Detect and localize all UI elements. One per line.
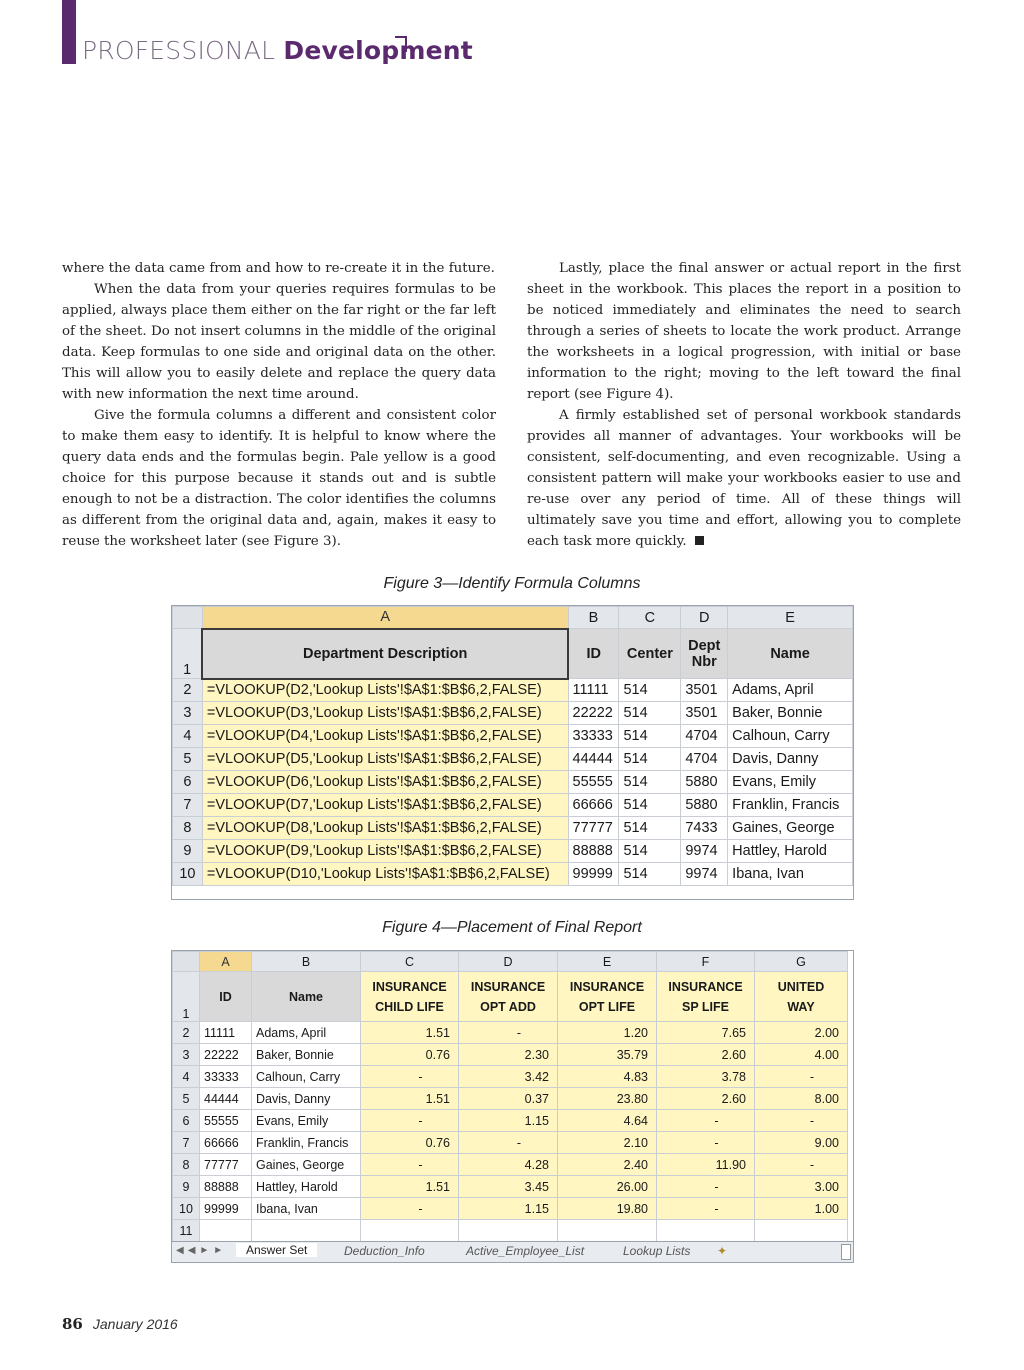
cell-insurance-opt-add[interactable]: -: [459, 1022, 558, 1044]
row-header[interactable]: 1: [173, 629, 203, 679]
header-line: OPT ADD: [480, 999, 536, 1014]
cell-center[interactable]: 514: [619, 794, 681, 817]
row-header[interactable]: 8: [173, 1154, 200, 1176]
cell-center[interactable]: 514: [619, 840, 681, 863]
cell-united-way[interactable]: 9.00: [755, 1132, 848, 1154]
column-header-d[interactable]: D: [681, 607, 728, 629]
cell-insurance-sp-life[interactable]: -: [657, 1176, 755, 1198]
row-header[interactable]: 6: [173, 1110, 200, 1132]
cell-insurance-opt-add[interactable]: 4.28: [459, 1154, 558, 1176]
body-column-right: [527, 258, 961, 552]
column-header-e[interactable]: E: [728, 607, 853, 629]
formula-cell[interactable]: =VLOOKUP(D6,'Lookup Lists'!$A$1:$B$6,2,FALSE): [202, 771, 568, 794]
row-header[interactable]: 8: [173, 817, 203, 840]
cell-dept[interactable]: 3501: [681, 702, 728, 725]
empty-cell[interactable]: [558, 1220, 657, 1242]
table-row: [173, 840, 853, 863]
cell-id[interactable]: 55555: [568, 771, 619, 794]
cell-dept-nbr-header[interactable]: [681, 629, 728, 679]
table-row: [173, 1088, 848, 1110]
cell-insurance-opt-life[interactable]: 2.40: [558, 1154, 657, 1176]
cell-insurance-child-life[interactable]: 1.51: [361, 1088, 459, 1110]
header-line: INSURANCE: [470, 979, 546, 994]
table-row: [173, 1198, 848, 1220]
cell-name-header[interactable]: Name: [728, 629, 853, 679]
paragraph: When the data from your queries requires formulas to be applied, always place them either on the far right or the far left of the sheet. Do not insert columns in the middle of the original data. Keep formulas to one side and original data on the other. This will allow you to easily delete and replace the query data with new information the next time around.: [62, 282, 496, 402]
column-letters-row: [173, 952, 848, 972]
cell-insurance-opt-add-header[interactable]: [459, 972, 558, 1022]
column-header-g[interactable]: G: [755, 952, 848, 972]
cell-insurance-child-life[interactable]: 0.76: [361, 1132, 459, 1154]
empty-cell[interactable]: [361, 1220, 459, 1242]
cell-id[interactable]: 88888: [200, 1176, 252, 1198]
cell-insurance-child-life[interactable]: -: [361, 1110, 459, 1132]
cell-id[interactable]: 33333: [568, 725, 619, 748]
cell-united-way-header[interactable]: [755, 972, 848, 1022]
cell-insurance-child-life[interactable]: -: [361, 1198, 459, 1220]
cell-name[interactable]: Calhoun, Carry: [252, 1066, 361, 1088]
section-header-bold: Development: [283, 36, 473, 65]
empty-cell[interactable]: [755, 1220, 848, 1242]
cell-name[interactable]: Calhoun, Carry: [728, 725, 853, 748]
cell-name[interactable]: Adams, April: [252, 1022, 361, 1044]
cell-insurance-opt-life[interactable]: 23.80: [558, 1088, 657, 1110]
cell-insurance-sp-life[interactable]: 3.78: [657, 1066, 755, 1088]
table-row: [173, 1110, 848, 1132]
cell-insurance-opt-life[interactable]: 2.10: [558, 1132, 657, 1154]
cell-id[interactable]: 44444: [200, 1088, 252, 1110]
section-header: [82, 36, 473, 65]
cell-id[interactable]: 88888: [568, 840, 619, 863]
cell-name[interactable]: Evans, Emily: [252, 1110, 361, 1132]
cell-name[interactable]: Gaines, George: [252, 1154, 361, 1176]
section-header-light: PROFESSIONAL: [82, 36, 276, 65]
row-header[interactable]: 3: [173, 1044, 200, 1066]
cell-dept[interactable]: 5880: [681, 771, 728, 794]
header-line: CHILD LIFE: [375, 999, 444, 1014]
cell-id-header[interactable]: ID: [200, 972, 252, 1022]
cell-name[interactable]: Hattley, Harold: [728, 840, 853, 863]
column-letters-row: [173, 607, 853, 629]
figure4-caption: Figure 4—Placement of Final Report: [382, 919, 642, 936]
cell-insurance-opt-life[interactable]: 19.80: [558, 1198, 657, 1220]
row-header[interactable]: 1: [173, 972, 200, 1022]
sheet-tab-lookup-lists[interactable]: Lookup Lists: [623, 1244, 691, 1258]
row-header[interactable]: 9: [173, 840, 203, 863]
cell-center[interactable]: 514: [619, 725, 681, 748]
table-row: [173, 1066, 848, 1088]
sheet-tab-deduction-info[interactable]: Deduction_Info: [344, 1244, 425, 1258]
row-header[interactable]: 10: [173, 863, 203, 886]
sheet-tab-active-employee-list[interactable]: Active_Employee_List: [466, 1244, 585, 1258]
cell-name-header[interactable]: Name: [252, 972, 361, 1022]
column-header-f[interactable]: F: [657, 952, 755, 972]
cell-insurance-opt-add[interactable]: 1.15: [459, 1110, 558, 1132]
cell-id[interactable]: 11111: [568, 679, 619, 702]
empty-cell[interactable]: [252, 1220, 361, 1242]
cell-center[interactable]: 514: [619, 771, 681, 794]
cell-insurance-sp-life[interactable]: 2.60: [657, 1088, 755, 1110]
header-accent-bar: [62, 0, 76, 64]
cell-insurance-child-life[interactable]: -: [361, 1154, 459, 1176]
sheet-nav-arrows-icon[interactable]: ◀◀►►: [176, 1245, 228, 1256]
cell-united-way[interactable]: 3.00: [755, 1176, 848, 1198]
table-row: [173, 1044, 848, 1066]
row-header[interactable]: 4: [173, 725, 203, 748]
cell-center-header[interactable]: Center: [619, 629, 681, 679]
row-header[interactable]: 6: [173, 771, 203, 794]
cell-insurance-sp-life[interactable]: -: [657, 1110, 755, 1132]
formula-cell[interactable]: =VLOOKUP(D3,'Lookup Lists'!$A$1:$B$6,2,FALSE): [202, 702, 568, 725]
cell-name[interactable]: Hattley, Harold: [252, 1176, 361, 1198]
row-header[interactable]: 9: [173, 1176, 200, 1198]
paragraph: Lastly, place the final answer or actual report in the first sheet in the workbook. This places the report in a position to be noticed immediately and eliminates the need to search through a series of sheets to locate the work product. Arrange the worksheets in a logical progression, with initial or base information to the right; moving to the left toward the final report (see Figure 4).: [527, 261, 961, 402]
cell-united-way[interactable]: -: [755, 1154, 848, 1176]
header-row: [173, 629, 853, 679]
header-line: UNITED: [777, 979, 825, 994]
cell-id[interactable]: 66666: [568, 794, 619, 817]
formula-cell[interactable]: =VLOOKUP(D5,'Lookup Lists'!$A$1:$B$6,2,FALSE): [202, 748, 568, 771]
table-row: [173, 771, 853, 794]
cell-united-way[interactable]: 4.00: [755, 1044, 848, 1066]
empty-cell[interactable]: [200, 1220, 252, 1242]
cell-insurance-opt-life[interactable]: 26.00: [558, 1176, 657, 1198]
formula-cell[interactable]: =VLOOKUP(D10,'Lookup Lists'!$A$1:$B$6,2,FALSE): [202, 863, 568, 886]
column-header-b[interactable]: B: [568, 607, 619, 629]
cell-insurance-opt-life[interactable]: 35.79: [558, 1044, 657, 1066]
header-line: SP LIFE: [681, 999, 729, 1014]
horizontal-scroll-handle[interactable]: [841, 1244, 851, 1260]
cell-center[interactable]: 514: [619, 817, 681, 840]
cell-dept[interactable]: 7433: [681, 817, 728, 840]
cell-insurance-sp-life[interactable]: 7.65: [657, 1022, 755, 1044]
cell-dept[interactable]: 4704: [681, 748, 728, 771]
header-line: Nbr: [691, 653, 717, 670]
cell-dept[interactable]: 5880: [681, 794, 728, 817]
cell-name[interactable]: Evans, Emily: [728, 771, 853, 794]
cell-united-way[interactable]: 2.00: [755, 1022, 848, 1044]
body-column-left: [62, 258, 496, 552]
table-row: [173, 1154, 848, 1176]
cell-insurance-opt-add[interactable]: 0.37: [459, 1088, 558, 1110]
row-header[interactable]: 10: [173, 1198, 200, 1220]
formula-cell[interactable]: =VLOOKUP(D2,'Lookup Lists'!$A$1:$B$6,2,FALSE): [202, 679, 568, 702]
cell-insurance-child-life[interactable]: 0.76: [361, 1044, 459, 1066]
cell-id[interactable]: 77777: [568, 817, 619, 840]
header-line: WAY: [787, 999, 815, 1014]
column-header-a[interactable]: A: [202, 607, 568, 629]
empty-cell[interactable]: [459, 1220, 558, 1242]
paragraph-text: A firmly established set of personal workbook standards provides all manner of advantages. Your workbooks will be consistent, self-documenting, and even recognizable. Using a consistent pattern will make your workbooks easier to use and re-use over any period of time. All of these things will ultimately save you time and effort, allowing you to complete each task more quickly.: [527, 408, 961, 549]
cell-insurance-opt-life[interactable]: 4.83: [558, 1066, 657, 1088]
cell-center[interactable]: 514: [619, 748, 681, 771]
cell-insurance-opt-add[interactable]: -: [459, 1132, 558, 1154]
table-row: [173, 748, 853, 771]
cell-dept[interactable]: 9974: [681, 863, 728, 886]
row-header[interactable]: 5: [173, 1088, 200, 1110]
table-row: [173, 817, 853, 840]
cell-id[interactable]: 33333: [200, 1066, 252, 1088]
cell-name[interactable]: Franklin, Francis: [252, 1132, 361, 1154]
cell-insurance-opt-add[interactable]: 3.42: [459, 1066, 558, 1088]
empty-cell[interactable]: [657, 1220, 755, 1242]
cell-name[interactable]: Baker, Bonnie: [252, 1044, 361, 1066]
issue-date: January 2016: [92, 1316, 178, 1332]
figure3-grid: [172, 606, 853, 886]
cell-id-header[interactable]: ID: [568, 629, 619, 679]
end-of-article-mark: [695, 536, 704, 545]
new-sheet-icon[interactable]: ✦: [717, 1244, 728, 1258]
cell-united-way[interactable]: -: [755, 1066, 848, 1088]
row-header[interactable]: 7: [173, 794, 203, 817]
cell-insurance-child-life[interactable]: 1.51: [361, 1022, 459, 1044]
column-header-e[interactable]: E: [558, 952, 657, 972]
cell-insurance-sp-life[interactable]: -: [657, 1198, 755, 1220]
cell-name[interactable]: Ibana, Ivan: [252, 1198, 361, 1220]
cell-insurance-sp-life[interactable]: 11.90: [657, 1154, 755, 1176]
cell-name[interactable]: Adams, April: [728, 679, 853, 702]
header-line: INSURANCE: [569, 979, 645, 994]
formula-cell[interactable]: =VLOOKUP(D7,'Lookup Lists'!$A$1:$B$6,2,FALSE): [202, 794, 568, 817]
cell-name[interactable]: Franklin, Francis: [728, 794, 853, 817]
figure4-spreadsheet: [171, 950, 854, 1263]
header-line: OPT LIFE: [578, 999, 636, 1014]
figure3-caption: Figure 3—Identify Formula Columns: [383, 575, 641, 592]
row-header[interactable]: 7: [173, 1132, 200, 1154]
paragraph: [527, 405, 961, 552]
cell-insurance-child-life[interactable]: -: [361, 1066, 459, 1088]
cell-insurance-sp-life[interactable]: -: [657, 1132, 755, 1154]
cell-insurance-opt-add[interactable]: 3.45: [459, 1176, 558, 1198]
cell-dept[interactable]: 9974: [681, 840, 728, 863]
cell-id[interactable]: 11111: [200, 1022, 252, 1044]
formula-cell[interactable]: =VLOOKUP(D8,'Lookup Lists'!$A$1:$B$6,2,FALSE): [202, 817, 568, 840]
sheet-tab-answer-set[interactable]: Answer Set: [236, 1243, 317, 1257]
page-number: 86: [62, 1315, 83, 1333]
header-corner-mark: [395, 36, 407, 52]
row-header[interactable]: 2: [173, 1022, 200, 1044]
table-row: [173, 1132, 848, 1154]
header-line: Dept: [688, 637, 721, 654]
select-all-corner[interactable]: [173, 607, 203, 629]
cell-center[interactable]: 514: [619, 702, 681, 725]
cell-insurance-opt-life[interactable]: 4.64: [558, 1110, 657, 1132]
cell-id[interactable]: 22222: [568, 702, 619, 725]
table-row-empty: [173, 1220, 848, 1242]
column-header-c[interactable]: C: [361, 952, 459, 972]
table-row: [173, 702, 853, 725]
cell-center[interactable]: 514: [619, 863, 681, 886]
cell-name[interactable]: Davis, Danny: [252, 1088, 361, 1110]
header-row: [173, 972, 848, 1022]
cell-id[interactable]: 77777: [200, 1154, 252, 1176]
cell-dept[interactable]: 4704: [681, 725, 728, 748]
cell-id[interactable]: 44444: [568, 748, 619, 771]
cell-name[interactable]: Baker, Bonnie: [728, 702, 853, 725]
cell-insurance-opt-add[interactable]: 1.15: [459, 1198, 558, 1220]
cell-name[interactable]: Davis, Danny: [728, 748, 853, 771]
table-row: [173, 725, 853, 748]
cell-department-description-header[interactable]: Department Description: [202, 629, 568, 679]
column-header-d[interactable]: D: [459, 952, 558, 972]
header-line: INSURANCE: [372, 979, 447, 994]
table-row: [173, 794, 853, 817]
cell-insurance-opt-add[interactable]: 2.30: [459, 1044, 558, 1066]
cell-id[interactable]: 66666: [200, 1132, 252, 1154]
cell-name[interactable]: Gaines, George: [728, 817, 853, 840]
cell-id[interactable]: 22222: [200, 1044, 252, 1066]
select-all-corner[interactable]: [173, 952, 200, 972]
table-row: [173, 863, 853, 886]
row-header[interactable]: 11: [173, 1220, 200, 1242]
cell-insurance-opt-life[interactable]: 1.20: [558, 1022, 657, 1044]
cell-dept[interactable]: 3501: [681, 679, 728, 702]
figure3-spreadsheet: [171, 605, 854, 900]
row-header[interactable]: 4: [173, 1066, 200, 1088]
cell-united-way[interactable]: 8.00: [755, 1088, 848, 1110]
column-header-b[interactable]: B: [252, 952, 361, 972]
table-row: [173, 1022, 848, 1044]
formula-cell[interactable]: =VLOOKUP(D4,'Lookup Lists'!$A$1:$B$6,2,FALSE): [202, 725, 568, 748]
column-header-a[interactable]: A: [200, 952, 252, 972]
row-header[interactable]: 5: [173, 748, 203, 771]
cell-insurance-sp-life[interactable]: 2.60: [657, 1044, 755, 1066]
cell-united-way[interactable]: -: [755, 1110, 848, 1132]
cell-united-way[interactable]: 1.00: [755, 1198, 848, 1220]
column-header-c[interactable]: C: [619, 607, 681, 629]
formula-cell[interactable]: =VLOOKUP(D9,'Lookup Lists'!$A$1:$B$6,2,FALSE): [202, 840, 568, 863]
cell-id[interactable]: 99999: [200, 1198, 252, 1220]
cell-insurance-sp-life-header[interactable]: [657, 972, 755, 1022]
sheet-tabs-bar: [172, 1241, 853, 1262]
table-row: [173, 679, 853, 702]
row-header[interactable]: 2: [173, 679, 203, 702]
cell-id[interactable]: 55555: [200, 1110, 252, 1132]
cell-insurance-child-life[interactable]: 1.51: [361, 1176, 459, 1198]
cell-center[interactable]: 514: [619, 679, 681, 702]
figure4-grid: [172, 951, 848, 1242]
cell-id[interactable]: 99999: [568, 863, 619, 886]
header-line: INSURANCE: [668, 979, 743, 994]
row-header[interactable]: 3: [173, 702, 203, 725]
cell-insurance-opt-life-header[interactable]: [558, 972, 657, 1022]
cell-name[interactable]: Ibana, Ivan: [728, 863, 853, 886]
paragraph: where the data came from and how to re-create it in the future.: [62, 261, 495, 276]
paragraph: Give the formula columns a different and consistent color to make them easy to identify. It is helpful to know where the query data ends and the formulas begin. Pale yellow is a good choice for this purpose because it stands out and is subtle enough to not be a distraction. The color identifies the columns as different from the original data and, again, makes it easy to reuse the worksheet later (see Figure 3).: [62, 408, 496, 549]
cell-insurance-child-life-header[interactable]: [361, 972, 459, 1022]
page-footer: [62, 1314, 178, 1333]
table-row: [173, 1176, 848, 1198]
